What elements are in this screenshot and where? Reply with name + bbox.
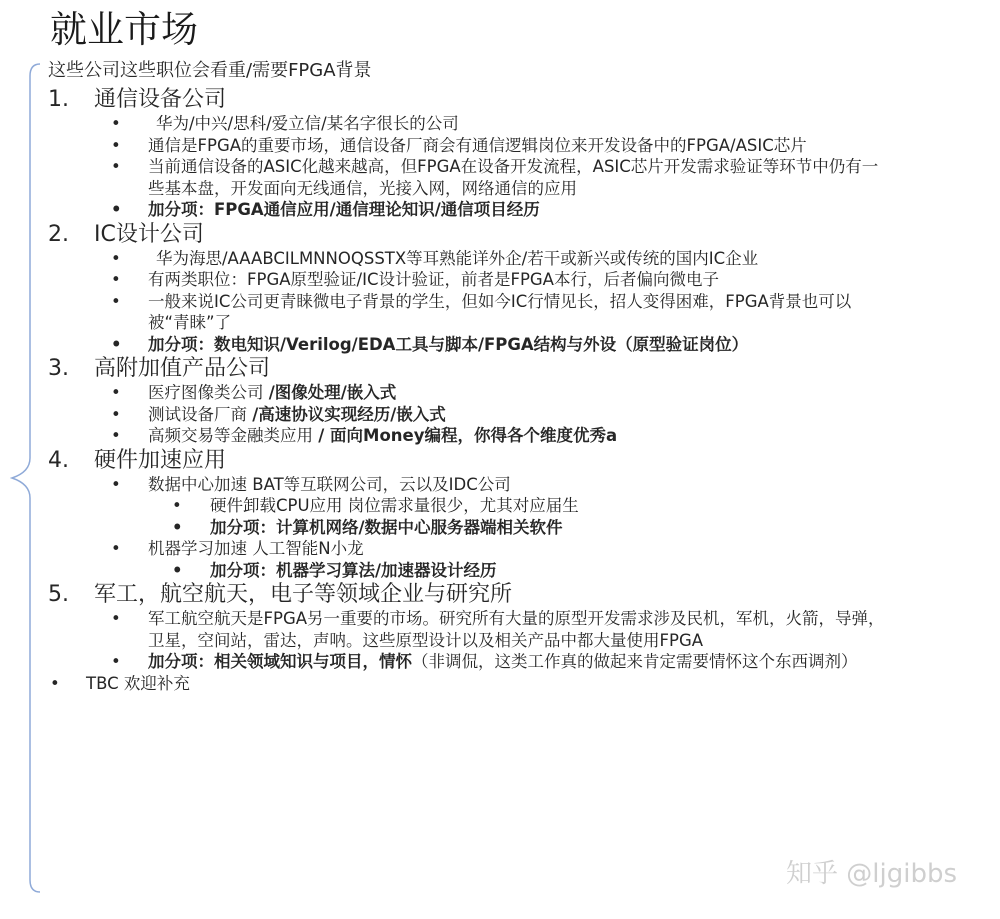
section-3 xyxy=(48,355,888,447)
list-item xyxy=(48,538,888,560)
item-text: 华为海思/AAABCILMNNOQSSTX等耳熟能详外企/若干或新兴或传统的国内IC企业 xyxy=(156,248,759,268)
bullet-icon: • xyxy=(111,426,121,445)
item-text: 军工航空航天是FPGA另一重要的市场。研究所有大量的原型开发需求涉及民机，军机，火箭，导弹，卫星，空间站，雷达，声呐。这些原型设计以及相关产品中都大量使用FPGA xyxy=(148,609,885,650)
section-4 xyxy=(48,447,888,582)
item-text: 华为/中兴/思科/爱立信/某名字很长的公司 xyxy=(156,114,459,133)
list-item xyxy=(48,269,888,291)
sub-list-item-bonus xyxy=(48,517,888,539)
item-text: 机器学习加速 人工智能N小龙 xyxy=(148,539,364,558)
item-text: 当前通信设备的ASIC化越来越高，但FPGA在设备开发流程，ASIC芯片开发需求验证等环节中仍有一些基本盘，开发面向无线通信，光接入网，网络通信的应用 xyxy=(148,157,879,198)
item-text: TBC 欢迎补充 xyxy=(86,673,190,693)
list-item-tbc xyxy=(48,673,888,695)
bullet-icon: • xyxy=(111,135,121,155)
list-item xyxy=(48,474,888,496)
bullet-icon: • xyxy=(111,270,121,289)
bullet-icon: • xyxy=(111,474,121,494)
bullet-icon: • xyxy=(111,248,121,268)
item-text: 有两类职位：FPGA原型验证/IC设计验证，前者是FPGA本行，后者偏向微电子 xyxy=(148,270,719,289)
item-text: 加分项：机器学习算法/加速器设计经历 xyxy=(210,560,497,580)
bullet-icon: • xyxy=(111,200,122,219)
bullet-icon: • xyxy=(111,157,121,176)
list-item-bonus xyxy=(48,199,888,221)
watermark: 知乎 @ljgibbs xyxy=(786,859,957,889)
bullet-icon: • xyxy=(172,517,183,537)
section-title: 高附加值产品公司 xyxy=(94,356,271,381)
item-text: 加分项：FPGA通信应用/通信理论知识/通信项目经历 xyxy=(148,200,540,219)
section-5 xyxy=(48,581,888,673)
list-item xyxy=(48,291,888,334)
item-text: 一般来说IC公司更青睐微电子背景的学生，但如今IC行情见长，招人变得困难，FPGA背景也可以被“青睐”了 xyxy=(148,291,852,332)
item-text: 加分项：数电知识/Verilog/EDA工具与脚本/FPGA结构与外设（原型验证岗位） xyxy=(148,334,749,354)
item-bold-text: 加分项：相关领域知识与项目，情怀 xyxy=(148,652,412,671)
section-title: IC设计公司 xyxy=(94,221,204,247)
item-text: （非调侃，这类工作真的做起来肯定需要情怀这个东西调剂） xyxy=(412,652,858,671)
section-1 xyxy=(48,86,888,221)
bullet-icon: • xyxy=(172,496,182,515)
list-item xyxy=(48,425,888,447)
bullet-icon: • xyxy=(111,652,121,671)
item-text: 高频交易等金融类应用 xyxy=(148,426,319,445)
item-bold-text: /图像处理/嵌入式 xyxy=(268,383,397,402)
section-number: 4. xyxy=(48,447,69,473)
section-number: 1. xyxy=(48,87,69,112)
item-text: 硬件卸载CPU应用 岗位需求量很少，尤其对应届生 xyxy=(210,496,579,515)
section-title: 通信设备公司 xyxy=(94,87,227,112)
list-item xyxy=(48,651,888,673)
bullet-icon: • xyxy=(111,609,121,628)
subtitle: 这些公司这些职位会看重/需要FPGA背景 xyxy=(48,60,372,81)
bullet-icon: • xyxy=(111,404,121,424)
bullet-icon: • xyxy=(50,673,60,693)
list-item xyxy=(48,608,888,651)
section-heading xyxy=(48,581,888,608)
section-2 xyxy=(48,221,888,356)
section-number: 5. xyxy=(48,582,69,607)
bullet-icon: • xyxy=(172,560,183,580)
bullet-icon: • xyxy=(111,291,121,311)
section-heading xyxy=(48,355,888,382)
page-title: 就业市场 xyxy=(50,8,198,51)
section-number: 3. xyxy=(48,356,69,381)
item-text: 通信是FPGA的重要市场，通信设备厂商会有通信逻辑岗位来开发设备中的FPGA/ASIC芯片 xyxy=(148,135,807,155)
list-item xyxy=(48,404,888,426)
bullet-icon: • xyxy=(111,114,121,133)
list-item xyxy=(48,248,888,270)
item-text: 测试设备厂商 xyxy=(148,404,253,424)
section-number: 2. xyxy=(48,221,69,247)
section-heading xyxy=(48,221,888,248)
list-item-bonus xyxy=(48,334,888,356)
section-title: 军工，航空航天，电子等领域企业与研究所 xyxy=(94,582,513,607)
item-text: 医疗图像类公司 xyxy=(148,383,269,402)
list-item xyxy=(48,156,888,199)
item-bold-text: / 面向Money编程，你得各个维度优秀a xyxy=(318,426,618,445)
section-heading xyxy=(48,447,888,474)
item-text: 数据中心加速 BAT等互联网公司，云以及IDC公司 xyxy=(148,474,511,494)
bullet-icon: • xyxy=(111,539,121,558)
list-item xyxy=(48,382,888,404)
content xyxy=(48,58,888,694)
section-heading xyxy=(48,86,888,113)
section-title: 硬件加速应用 xyxy=(94,447,227,473)
sub-list-item-bonus xyxy=(48,560,888,582)
list-item xyxy=(48,113,888,135)
bullet-icon: • xyxy=(111,383,121,402)
item-bold-text: /高速协议实现经历/嵌入式 xyxy=(252,404,446,424)
bullet-icon: • xyxy=(111,334,122,354)
list-item xyxy=(48,135,888,157)
sub-list-item xyxy=(48,495,888,517)
left-brace xyxy=(10,62,40,894)
item-text: 加分项：计算机网络/数据中心服务器端相关软件 xyxy=(210,517,563,537)
